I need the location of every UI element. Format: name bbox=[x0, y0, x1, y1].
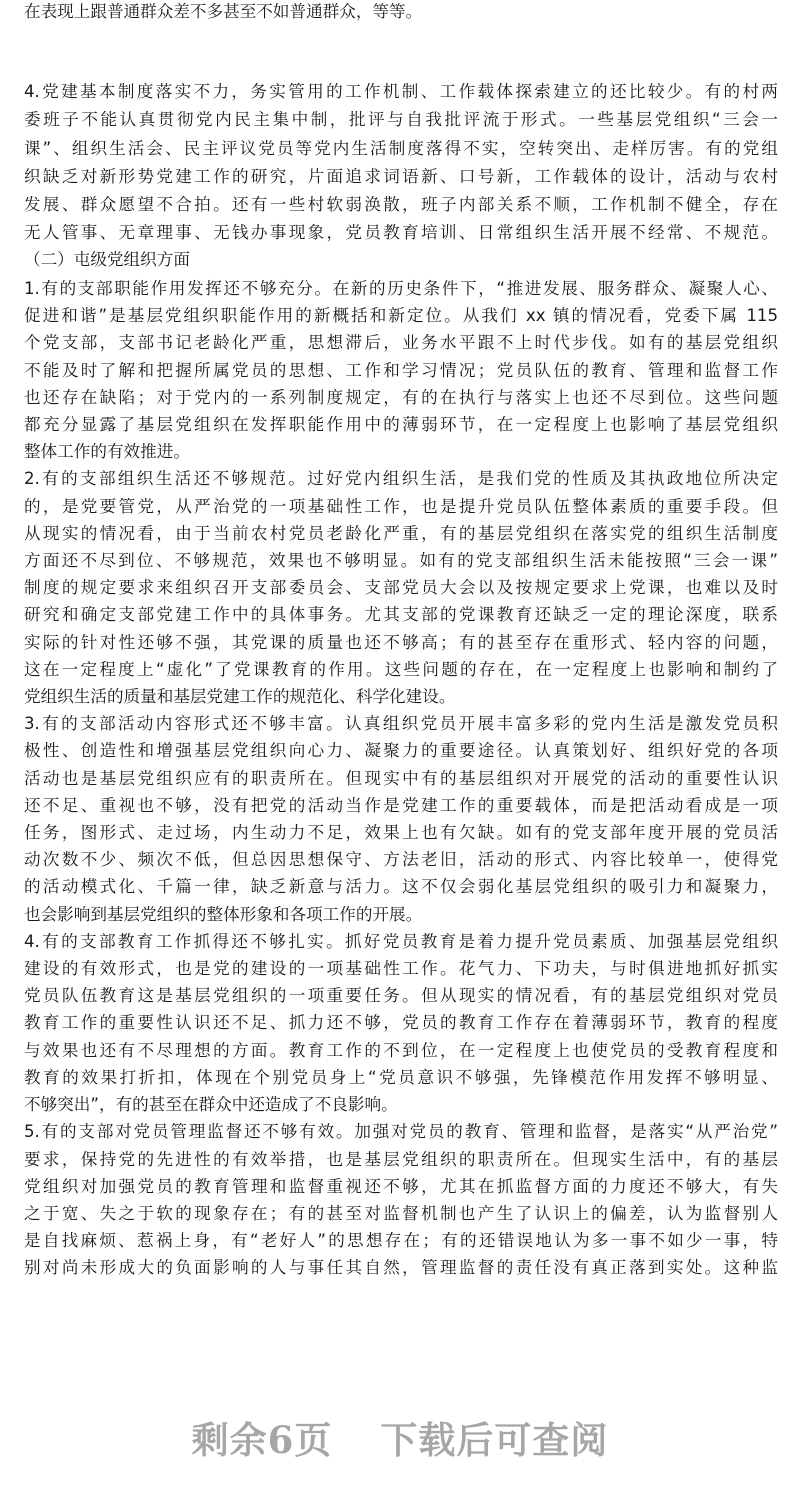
text-line: 党员队伍教育这是基层党组织的一项重要任务。但从现实的情况看，有的基层党组织对党员 bbox=[24, 986, 778, 1006]
text-line: 4.有的支部教育工作抓得还不够扎实。抓好党员教育是着力提升党员素质、加强基层党组织 bbox=[24, 931, 778, 951]
text-line: 都充分显露了基层党组织在发挥职能作用中的薄弱环节，在一定程度上也影响了基层党组织 bbox=[24, 415, 778, 435]
text-line: 教育的效果打折扣，体现在个别党员身上“党员意识不够强，先锋模范作用发挥不够明显、 bbox=[24, 1067, 778, 1087]
text-line: 无人管事、无章理事、无钱办事现象，党员教育培训、日常组织生活开展不经常、不规范。 bbox=[24, 223, 778, 243]
text-line: 4.党建基本制度落实不力，务实管用的工作机制、工作载体探索建立的还比较少。有的村两 bbox=[24, 82, 778, 101]
section-heading-text: （二）屯级党组织方面 bbox=[24, 250, 190, 269]
paragraph-item-4 bbox=[24, 928, 778, 1118]
remaining-pages-text: 剩余6页 bbox=[191, 1418, 333, 1462]
paragraph-item-2 bbox=[24, 465, 778, 710]
text-line: 3.有的支部活动内容形式还不够丰富。认真组织党员开展丰富多彩的党内生活是激发党员积 bbox=[24, 714, 778, 734]
text-line: 从现实的情况看，由于当前农村党员老龄化严重，有的基层党组织在落实党的组织生活制度 bbox=[24, 523, 778, 543]
paragraph-item-5 bbox=[24, 1118, 778, 1281]
text-line: 的活动模式化、千篇一律，缺乏新意与活力。这不仅会弱化基层党组织的吸引力和凝聚力， bbox=[24, 877, 778, 897]
remaining-pages-banner[interactable] bbox=[0, 1410, 800, 1464]
text-line: 个党支部，支部书记老龄化严重，思想滞后，业务水平跟不上时代步伐。如有的基层党组织 bbox=[24, 333, 778, 353]
text-line: 制度的规定要求来组织召开支部委员会、支部党员大会以及按规定要求上党课，也难以及时 bbox=[24, 578, 778, 598]
text-line: 建设的有效形式，也是党的建设的一项基础性工作。花气力、下功夫，与时俱进地抓好抓实 bbox=[24, 959, 778, 979]
text-line: 也还存在缺陷；对于党内的一系列制度规定，有的在执行与落实上也还不尽到位。这些问题 bbox=[24, 387, 778, 407]
text-line: 不够突出”，有的甚至在群众中还造成了不良影响。 bbox=[24, 1095, 398, 1115]
text-line: 别对尚未形成大的负面影响的人与事任其自然，管理监督的责任没有真正落到实处。这种监 bbox=[24, 1258, 778, 1278]
text-line: 课”、组织生活会、民主评议党员等党内生活制度落得不实，空转突出、走样厉害。有的党组 bbox=[24, 138, 778, 158]
text-line: 还不足、重视也不够，没有把党的活动当作是党建工作的重要载体，而是把活动看成是一项 bbox=[24, 795, 778, 815]
text-line: 1.有的支部职能作用发挥还不够充分。在新的历史条件下，“推进发展、服务群众、凝聚人心、 bbox=[24, 279, 778, 298]
text-line: 极性、创造性和增强基层党组织向心力、凝聚力的重要途径。认真策划好、组织好党的各项 bbox=[24, 741, 778, 761]
text-line: 委班子不能认真贯彻党内民主集中制，批评与自我批评流于形式。一些基层党组织“三会一 bbox=[24, 110, 778, 130]
top-fragment bbox=[24, 0, 778, 26]
text-line: 研究和确定支部党建工作中的具体事务。尤其支部的党课教育还缺乏一定的理论深度，联系 bbox=[24, 605, 778, 625]
text-line: 5.有的支部对党员管理监督还不够有效。加强对党员的教育、管理和监督，是落实“从严治党” bbox=[24, 1122, 778, 1142]
section-heading bbox=[24, 246, 778, 274]
download-to-view-text: 下载后可查阅 bbox=[380, 1418, 609, 1462]
text-line: 活动也是基层党组织应有的职责所在。但现实中有的基层组织对开展党的活动的重要性认识 bbox=[24, 768, 778, 788]
sections-body bbox=[24, 275, 778, 1282]
text-line: 教育工作的重要性认识还不足、抓力还不够，党员的教育工作存在着薄弱环节，教育的程度 bbox=[24, 1013, 778, 1033]
text-line: 动次数不少、频次不低，但总因思想保守、方法老旧，活动的形式、内容比较单一，使得党 bbox=[24, 850, 778, 870]
text-line: 在表现上跟普通群众差不多甚至不如普通群众，等等。 bbox=[24, 2, 423, 21]
text-line: 也会影响到基层党组织的整体形象和各项工作的开展。 bbox=[24, 904, 423, 924]
text-line: 这在一定程度上“虚化”了党课教育的作用。这些问题的存在，在一定程度上也影响和制约了 bbox=[24, 659, 778, 679]
text-line: 促进和谐”是基层党组织职能作用的新概括和新定位。从我们 xx 镇的情况看，党委下属 115 bbox=[24, 306, 778, 326]
text-line: 的，是党要管党，从严治党的一项基础性工作，也是提升党员队伍整体素质的重要手段。但 bbox=[24, 496, 778, 516]
paragraph-item-1 bbox=[24, 275, 778, 465]
text-line: 党组织对加强党员的教育管理和监督重视还不够，尤其在抓监督方面的力度还不够大，有失 bbox=[24, 1176, 778, 1196]
text-line: 党组织生活的质量和基层党建工作的规范化、科学化建设。 bbox=[24, 687, 456, 707]
text-line: 2.有的支部组织生活还不够规范。过好党内组织生活，是我们党的性质及其执政地位所决定 bbox=[24, 469, 778, 489]
text-line: 是自找麻烦、惹祸上身，有“老好人”的思想存在；有的还错误地认为多一事不如少一事，特 bbox=[24, 1231, 778, 1251]
text-line: 整体工作的有效推进。 bbox=[24, 442, 190, 462]
text-line: 不能及时了解和把握所属党员的思想、工作和学习情况；党员队伍的教育、管理和监督工作 bbox=[24, 360, 778, 380]
text-line: 发展、群众愿望不合拍。还有一些村软弱涣散，班子内部关系不顺，工作机制不健全，存在 bbox=[24, 195, 778, 215]
paragraph-4 bbox=[24, 78, 778, 248]
text-line: 任务，图形式、走过场，内生动力不足，效果上也有欠缺。如有的党支部年度开展的党员活 bbox=[24, 823, 778, 843]
text-line: 方面还不尽到位、不够规范，效果也不够明显。如有的党支部组织生活未能按照“三会一课” bbox=[24, 551, 778, 571]
text-line: 与效果也还有不尽理想的方面。教育工作的不到位，在一定程度上也使党员的受教育程度和 bbox=[24, 1040, 778, 1060]
text-line: 要求，保持党的先进性的有效举措，也是基层党组织的职责所在。但现实生活中，有的基层 bbox=[24, 1149, 778, 1169]
text-line: 织缺乏对新形势党建工作的研究，片面追求词语新、口号新，工作载体的设计，活动与农村 bbox=[24, 166, 778, 186]
text-line: 之于宽、失之于软的现象存在；有的甚至对监督机制也产生了认识上的偏差，认为监督别人 bbox=[24, 1203, 778, 1223]
text-line: 实际的针对性还够不强，其党课的质量也还不够高；有的甚至存在重形式、轻内容的问题， bbox=[24, 632, 778, 652]
paragraph-item-3 bbox=[24, 710, 778, 928]
